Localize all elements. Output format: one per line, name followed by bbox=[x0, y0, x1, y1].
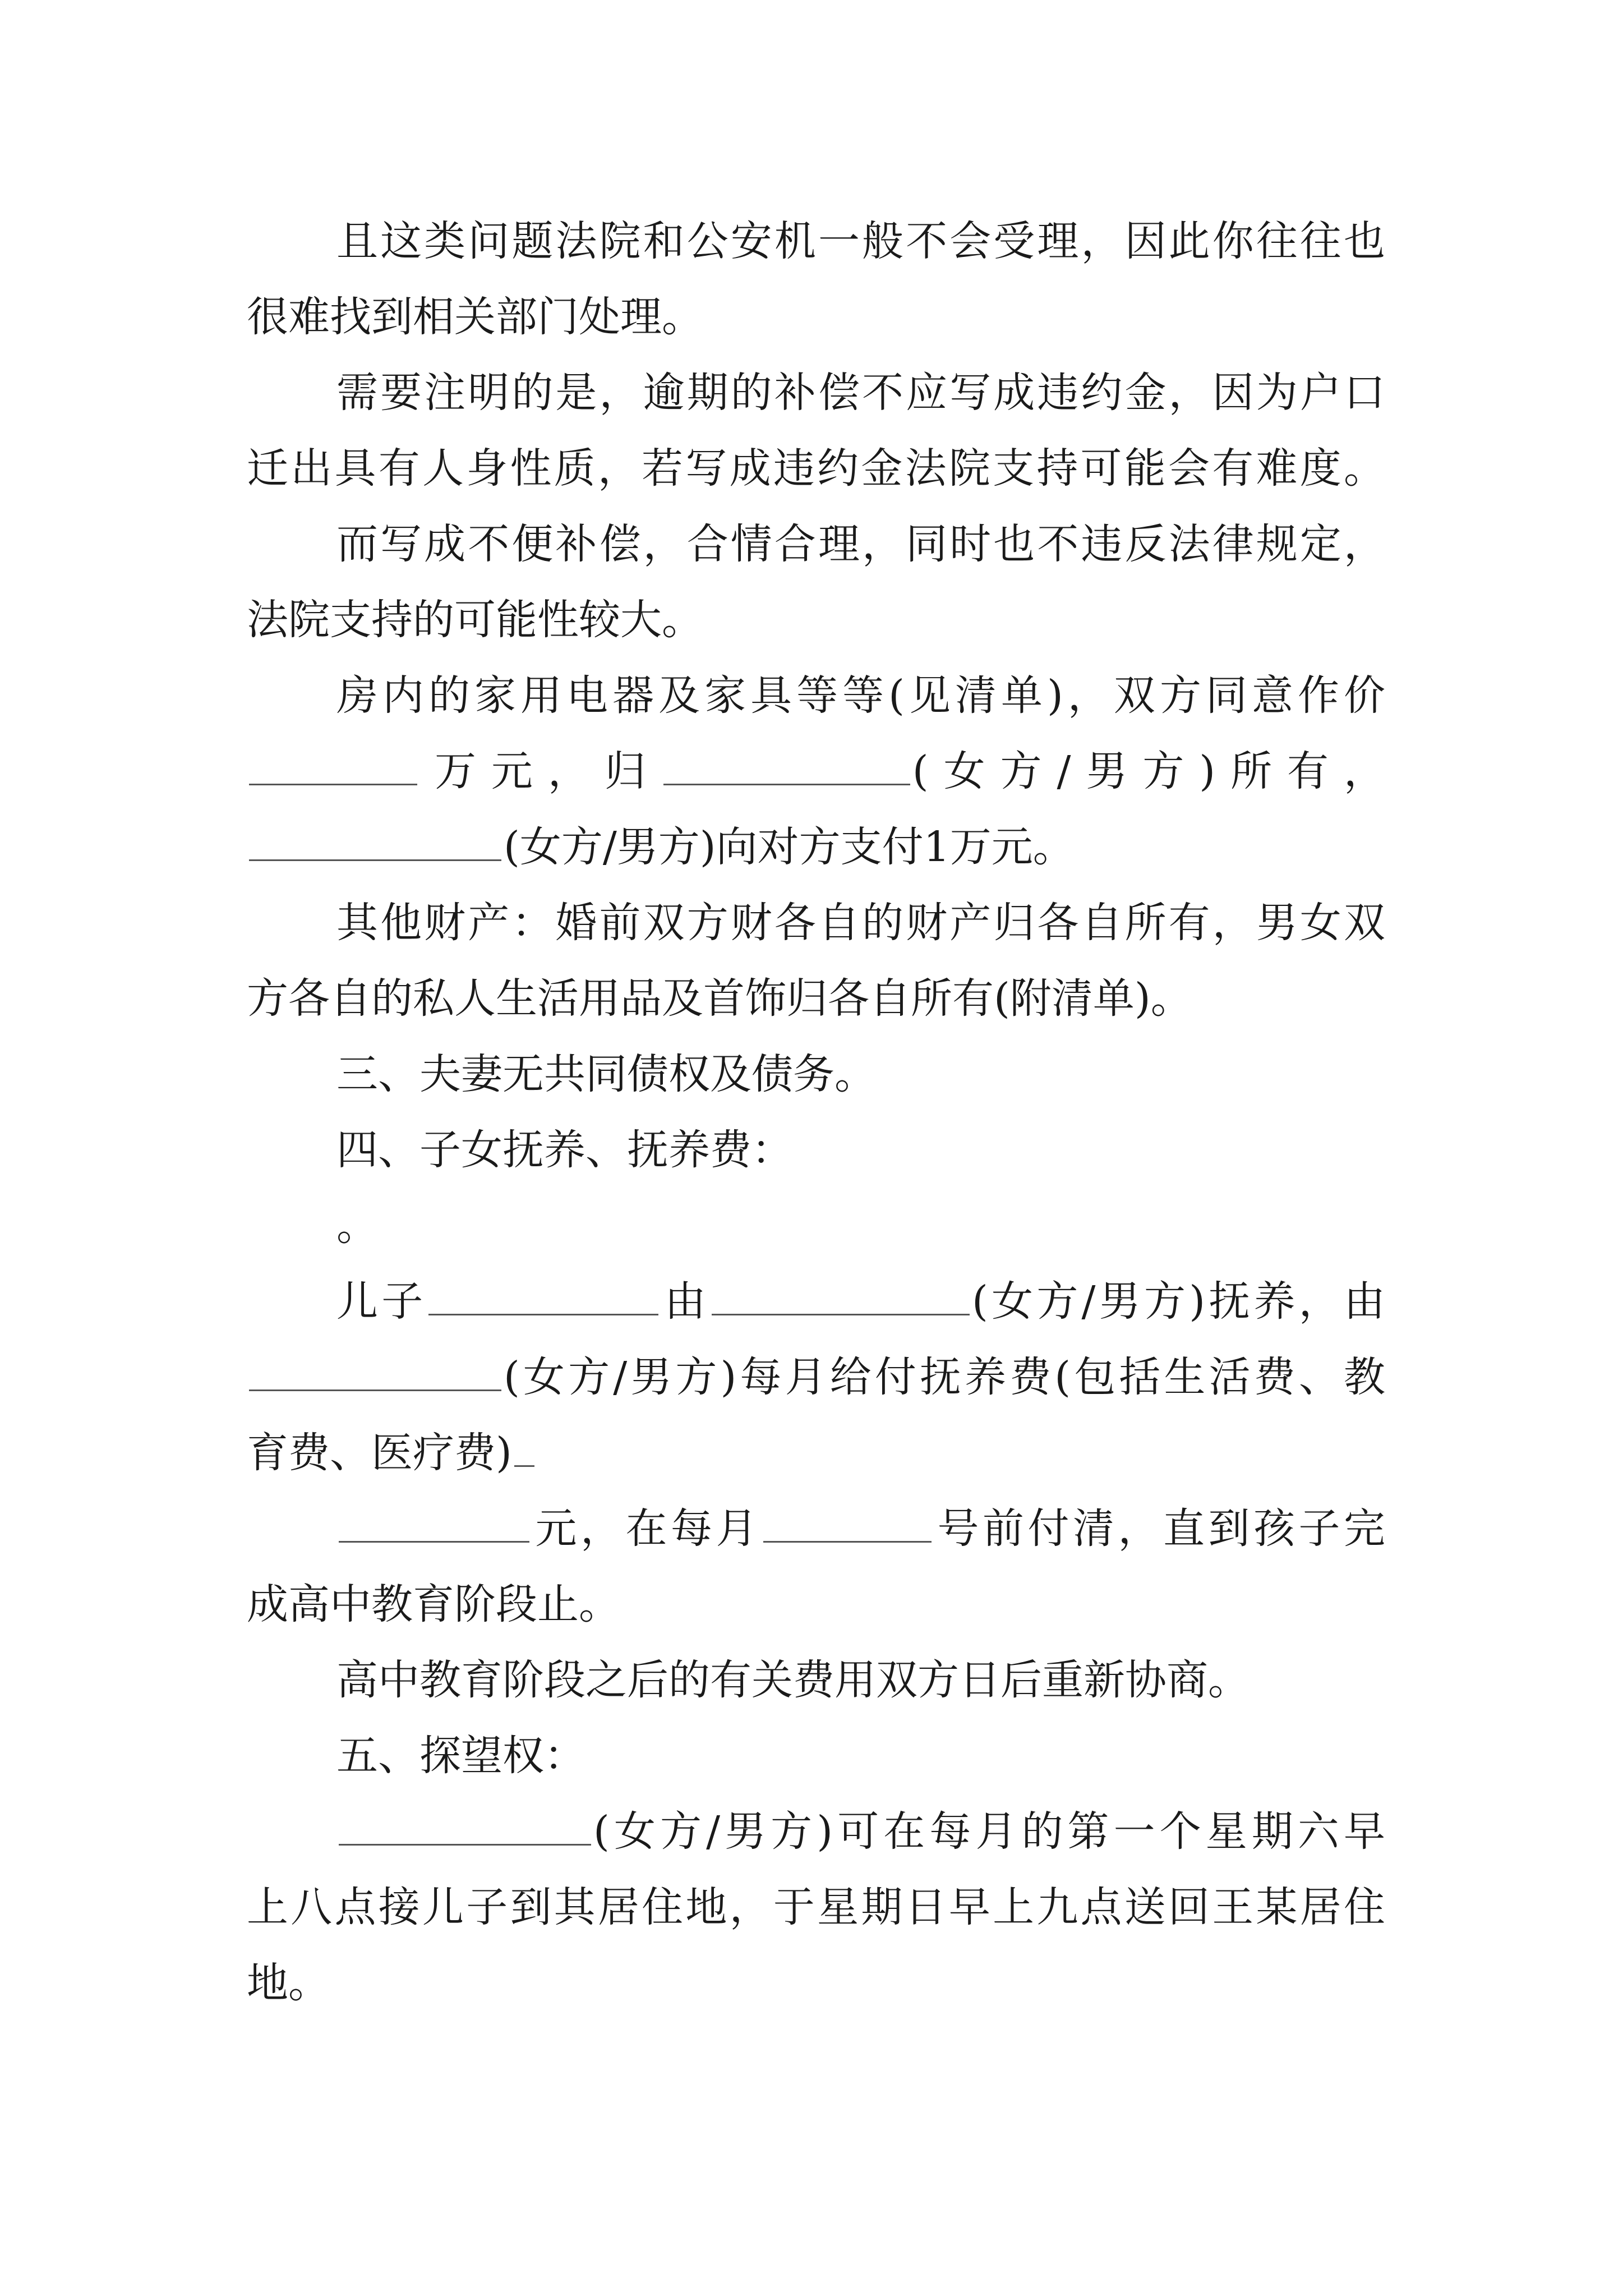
paragraph-line-with-blanks bbox=[336, 1487, 1385, 1571]
paragraph-line: 且这类问题法院和公安机一般不会受理，因此你往往也 bbox=[336, 217, 1385, 265]
paragraph-line: 成高中教育阶段止。 bbox=[247, 1580, 620, 1628]
fill-blank bbox=[663, 750, 910, 785]
paragraph-line-with-blanks bbox=[336, 1789, 1385, 1874]
fill-blank bbox=[249, 826, 501, 861]
text-segment: (女方/男方)可在每月的第一个星期六早 bbox=[593, 1807, 1385, 1856]
paragraph-line-with-blanks bbox=[247, 729, 1385, 813]
text-segment: 由 bbox=[661, 1277, 709, 1326]
fill-blank bbox=[514, 1432, 534, 1467]
text-segment: (女方/男方)抚养，由 bbox=[971, 1277, 1385, 1326]
paragraph-line: 地。 bbox=[247, 1959, 330, 2007]
paragraph-line-with-blanks bbox=[247, 805, 1385, 889]
paragraph-line: 而写成不便补偿，合情合理，同时也不违反法律规定， bbox=[336, 520, 1385, 568]
text-segment: (女方/男方)所有， bbox=[912, 747, 1385, 795]
fill-blank bbox=[712, 1280, 970, 1315]
text-segment: (女方/男方)每月给付抚养费(包括生活费、教 bbox=[504, 1353, 1385, 1401]
paragraph-line: 上八点接儿子到其居住地，于星期日早上九点送回王某居住 bbox=[247, 1883, 1385, 1931]
paragraph-line: 需要注明的是，逾期的补偿不应写成违约金，因为户口 bbox=[336, 369, 1385, 417]
text-segment: 元，在每月 bbox=[532, 1504, 761, 1553]
fill-blank bbox=[763, 1507, 932, 1543]
text-segment: 儿子 bbox=[336, 1277, 427, 1326]
fill-blank bbox=[339, 1810, 591, 1846]
paragraph-line: 高中教育阶段之后的有关费用双方日后重新协商。 bbox=[336, 1656, 1249, 1704]
fill-blank bbox=[428, 1280, 658, 1315]
paragraph-line: 。 bbox=[336, 1202, 378, 1250]
section-heading: 三、夫妻无共同债权及债务。 bbox=[336, 1050, 876, 1098]
paragraph-line-with-blanks bbox=[247, 1335, 1385, 1419]
text-segment: 育费、医疗费) bbox=[247, 1429, 512, 1477]
section-heading: 五、探望权： bbox=[336, 1732, 585, 1780]
fill-blank bbox=[249, 1356, 501, 1391]
fill-blank bbox=[249, 750, 417, 785]
section-heading: 四、子女抚养、抚养费： bbox=[336, 1126, 793, 1174]
paragraph-line: 房内的家用电器及家具等等(见清单)，双方同意作价 bbox=[336, 671, 1385, 720]
text-segment: 号前付清，直到孩子完 bbox=[934, 1504, 1385, 1553]
paragraph-line: 方各自的私人生活用品及首饰归各自所有(附清单)。 bbox=[247, 974, 1192, 1023]
paragraph-line: 迁出具有人身性质，若写成违约金法院支持可能会有难度。 bbox=[247, 444, 1385, 493]
fill-blank bbox=[339, 1507, 529, 1543]
text-segment: 万元，归 bbox=[419, 747, 661, 795]
paragraph-line: 其他财产：婚前双方财各自的财产归各自所有，男女双 bbox=[336, 899, 1385, 947]
paragraph-line: 法院支持的可能性较大。 bbox=[247, 596, 703, 644]
text-segment: (女方/男方)向对方支付1万元。 bbox=[504, 823, 1075, 871]
paragraph-line-with-blanks bbox=[247, 1411, 1385, 1495]
paragraph-line: 很难找到相关部门处理。 bbox=[247, 293, 703, 341]
paragraph-line-with-blanks bbox=[336, 1259, 1385, 1343]
